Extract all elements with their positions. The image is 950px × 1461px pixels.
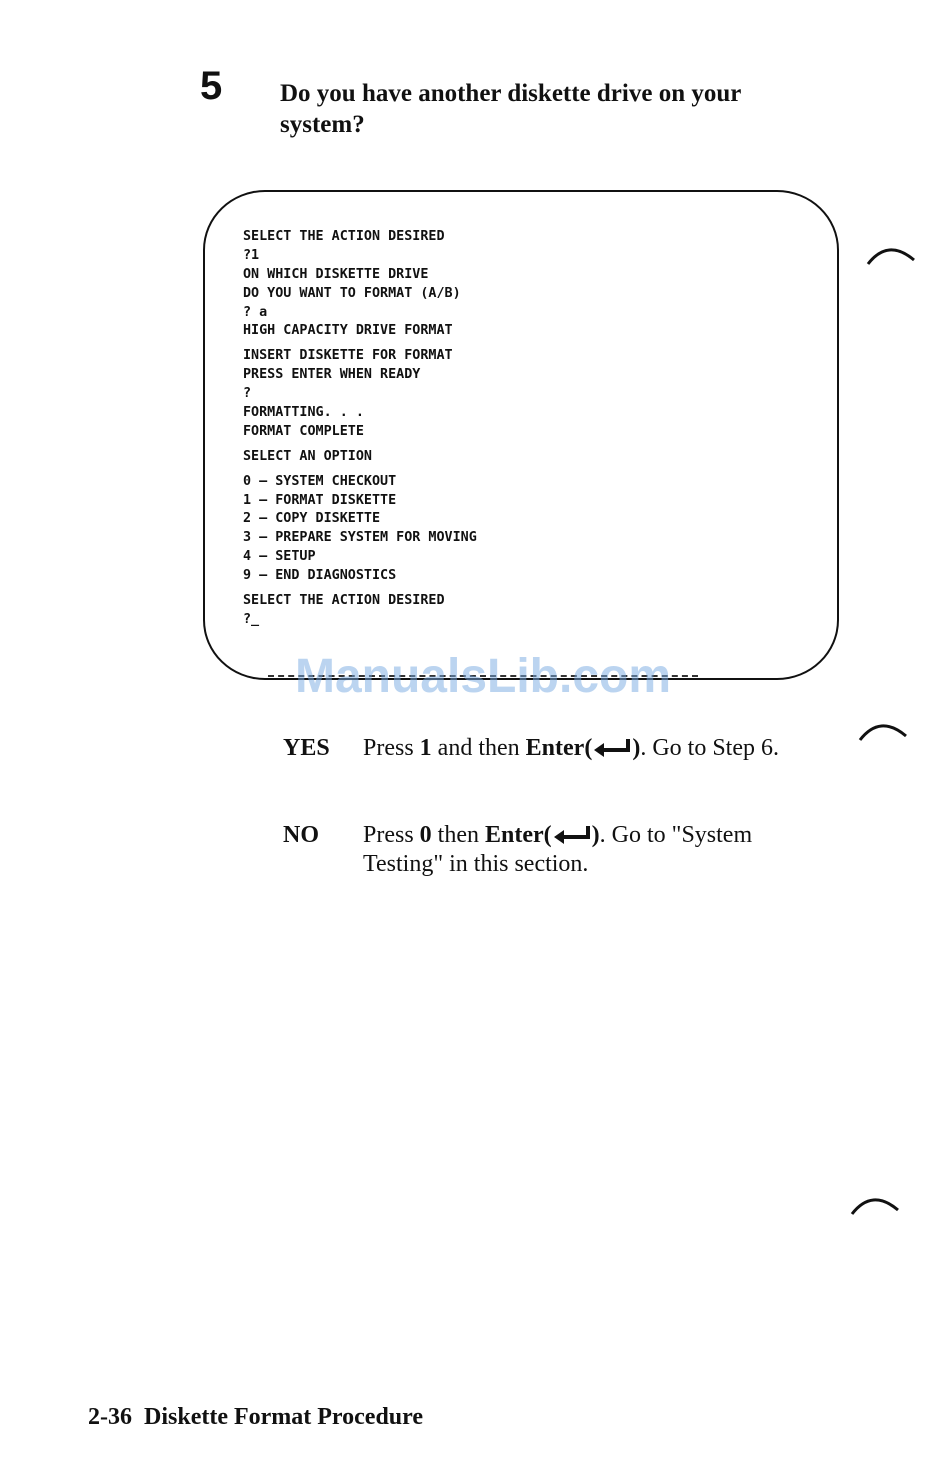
yes-mid: and then bbox=[437, 735, 520, 761]
page-footer bbox=[88, 1402, 423, 1432]
screen-line: ? bbox=[243, 386, 252, 402]
screen-line: 1 – FORMAT DISKETTE bbox=[243, 492, 397, 508]
section-title: Diskette Format Procedure bbox=[144, 1404, 424, 1430]
no-label: NO bbox=[283, 822, 319, 848]
yes-press: Press bbox=[363, 735, 414, 761]
yes-label: YES bbox=[283, 735, 330, 761]
yes-close-paren: ) bbox=[632, 735, 641, 761]
yes-enter: Enter bbox=[525, 735, 585, 761]
screen-line: SELECT THE ACTION DESIRED bbox=[243, 229, 445, 244]
screen-line: 4 – SETUP bbox=[243, 549, 316, 565]
yes-instruction bbox=[363, 734, 823, 763]
screen-line: ON WHICH DISKETTE DRIVE bbox=[243, 266, 429, 282]
screen-line: 0 – SYSTEM CHECKOUT bbox=[243, 473, 397, 489]
screen-text bbox=[243, 228, 763, 630]
screen-line: 9 – END DIAGNOSTICS bbox=[243, 568, 397, 584]
screen-line: INSERT DISKETTE FOR FORMAT bbox=[243, 348, 453, 364]
screen-line: ? a bbox=[243, 304, 268, 320]
no-instruction bbox=[363, 821, 823, 879]
screen-line: SELECT THE ACTION DESIRED bbox=[243, 593, 445, 609]
step-question: Do you have another diskette drive on your system? bbox=[280, 80, 741, 138]
screen-line: ?1 bbox=[243, 247, 260, 263]
screen-line: DO YOU WANT TO FORMAT (A/B) bbox=[243, 285, 461, 301]
watermark: ManualsLib.com bbox=[294, 650, 672, 703]
yes-rest: . Go to Step 6. bbox=[640, 735, 779, 761]
no-enter: Enter bbox=[485, 822, 544, 848]
screen-line: HIGH CAPACITY DRIVE FORMAT bbox=[243, 323, 453, 339]
no-open-paren: ( bbox=[543, 822, 552, 848]
no-mid: then bbox=[437, 822, 479, 848]
binder-tab-mark bbox=[866, 244, 916, 266]
no-close-paren: ) bbox=[591, 822, 600, 848]
step-number: 5 bbox=[200, 64, 223, 108]
yes-open-paren: ( bbox=[584, 735, 593, 761]
screen-line: SELECT AN OPTION bbox=[243, 448, 372, 464]
page-number: 2-36 bbox=[88, 1404, 132, 1430]
screen-line: PRESS ENTER WHEN READY bbox=[243, 367, 421, 383]
screen-line: FORMAT COMPLETE bbox=[243, 423, 364, 439]
enter-arrow-icon bbox=[592, 737, 632, 757]
screen-line: ?_ bbox=[243, 611, 260, 627]
no-rest: . Go to "System Testing" in this section. bbox=[363, 822, 753, 877]
screen-line: 3 – PREPARE SYSTEM FOR MOVING bbox=[243, 530, 477, 546]
enter-arrow-icon bbox=[552, 824, 592, 844]
no-press: Press bbox=[363, 822, 414, 848]
binder-tab-mark bbox=[850, 1194, 900, 1216]
screen-line: 2 – COPY DISKETTE bbox=[243, 511, 381, 527]
screen-line: FORMATTING. . . bbox=[243, 405, 364, 421]
binder-tab-mark bbox=[858, 720, 908, 742]
no-key: 0 bbox=[419, 822, 432, 848]
yes-key: 1 bbox=[419, 735, 432, 761]
